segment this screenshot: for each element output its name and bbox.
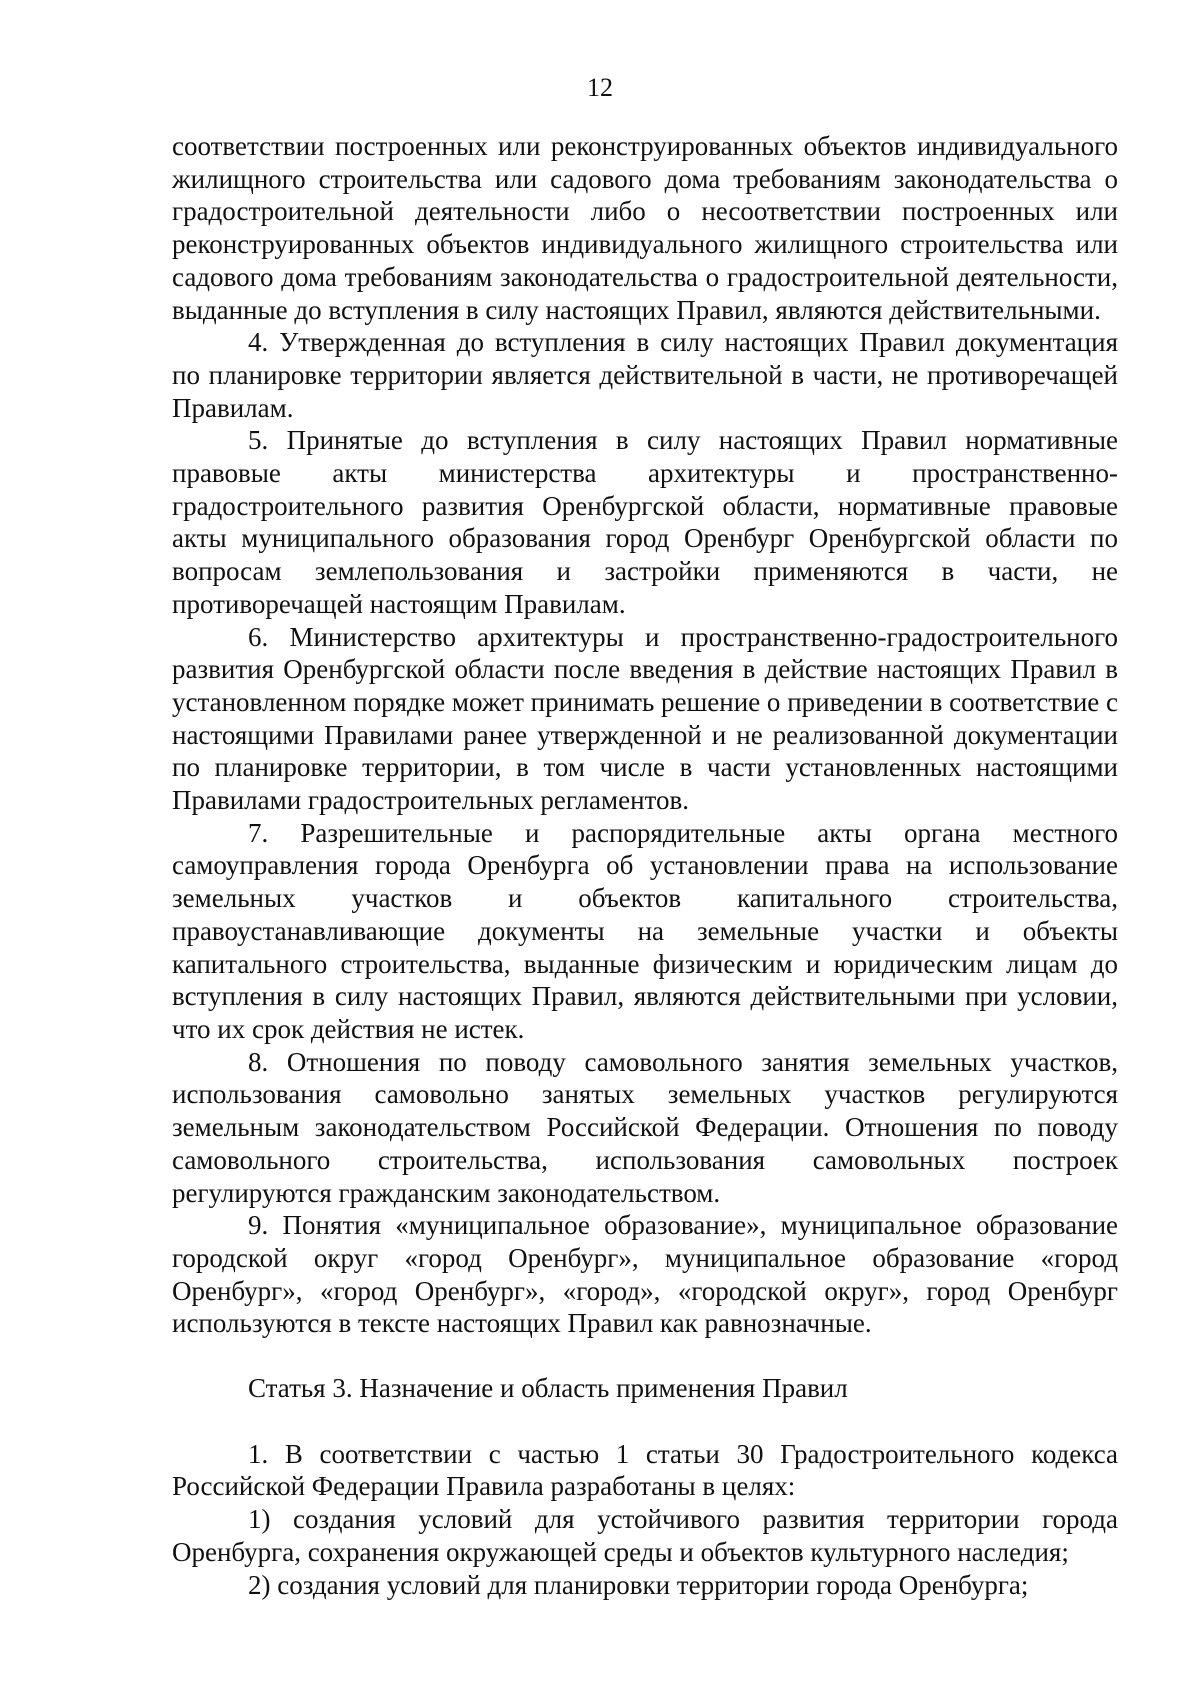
article-heading: Статья 3. Назначение и область применения Правил: [248, 1373, 848, 1404]
continuation-paragraph: соответствии построенных или реконструированных объектов индивидуального жилищного строительства или садового дома требованиям законодательства о градостроительной деятельности либо о несоответствии построенных или реконструированных объектов индивидуального жилищного строительства или садового дома требованиям законодательства о градостроительной деятельности, выданные до вступления в силу настоящих Правил, являются действительными.: [172, 131, 1118, 325]
page-number: 12: [587, 73, 613, 102]
article-3-subitem-1: 1) создания условий для устойчивого развития территории города Оренбурга, сохранения окружающей среды и объектов культурного наследия;: [172, 1504, 1118, 1567]
page-body: [172, 130, 1118, 1601]
paragraph-item-5: 5. Принятые до вступления в силу настоящих Правил нормативные правовые акты министерства архитектуры и пространственно-градостроительного развития Оренбургской области, нормативные правовые акты муниципального образования город Оренбург Оренбургской области по вопросам землепользования и застройки применяются в части, не противоречащей настоящим Правилам.: [172, 425, 1118, 619]
paragraph-item-9: 9. Понятия «муниципальное образование», муниципальное образование городской округ «город Оренбург», муниципальное образование «город Оренбург», «город Оренбург», «город», «городской округ», город Оренбург используются в тексте настоящих Правил как равнозначные.: [172, 1210, 1118, 1339]
paragraph-item-6: 6. Министерство архитектуры и пространственно-градостроительного развития Оренбургской области после введения в действие настоящих Правил в установленном порядке может принимать решение о приведении в соответствие с настоящими Правилами ранее утвержденной и не реализованной документации по планировке территории, в том числе в части установленных настоящими Правилами градостроительных регламентов.: [172, 621, 1118, 816]
paragraph-item-8: 8. Отношения по поводу самовольного занятия земельных участков, использования самовольно занятых земельных участков регулируются земельным законодательством Российской Федерации. Отношения по поводу самовольного строительства, использования самовольных построек регулируются гражданским законодательством.: [172, 1046, 1118, 1208]
paragraph-item-4: 4. Утвержденная до вступления в силу настоящих Правил документация по планировке территории является действительной в части, не противоречащей Правилам.: [172, 327, 1118, 423]
article-3-paragraph-1: 1. В соответствии с частью 1 статьи 30 Градостроительного кодекса Российской Федерации Правила разработаны в целях:: [172, 1438, 1118, 1502]
paragraph-item-7: 7. Разрешительные и распорядительные акты органа местного самоуправления города Оренбурга об установлении права на использование земельных участков и объектов капитального строительства, правоустанавливающие документы на земельные участки и объекты капитального строительства, выданные физическим и юридическим лицам до вступления в силу настоящих Правил, являются действительными при условии, что их срок действия не истек.: [172, 817, 1118, 1044]
article-3-subitem-2: 2) создания условий для планировки территории города Оренбурга;: [248, 1569, 1029, 1600]
